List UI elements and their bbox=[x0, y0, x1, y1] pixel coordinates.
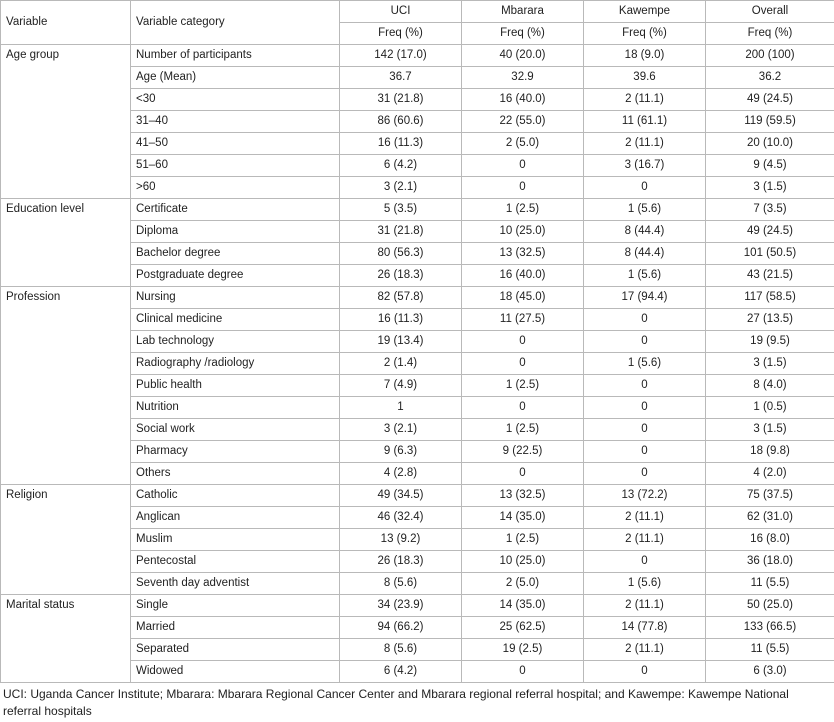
category-cell: Married bbox=[131, 617, 340, 639]
value-cell: 40 (20.0) bbox=[462, 45, 584, 67]
category-cell: Lab technology bbox=[131, 331, 340, 353]
value-cell: 0 bbox=[584, 441, 706, 463]
value-cell: 16 (40.0) bbox=[462, 265, 584, 287]
value-cell: 75 (37.5) bbox=[706, 485, 834, 507]
variable-group-label: Age group bbox=[1, 45, 131, 199]
value-cell: 20 (10.0) bbox=[706, 133, 834, 155]
category-cell: Separated bbox=[131, 639, 340, 661]
category-cell: Others bbox=[131, 463, 340, 485]
table-body bbox=[1, 45, 834, 683]
value-cell: 0 bbox=[462, 331, 584, 353]
category-cell: Single bbox=[131, 595, 340, 617]
category-cell: Diploma bbox=[131, 221, 340, 243]
header-freq: Freq (%) bbox=[340, 23, 462, 45]
value-cell: 119 (59.5) bbox=[706, 111, 834, 133]
value-cell: 32.9 bbox=[462, 67, 584, 89]
value-cell: 6 (3.0) bbox=[706, 661, 834, 683]
table-row bbox=[1, 287, 834, 309]
value-cell: 3 (1.5) bbox=[706, 353, 834, 375]
value-cell: 2 (11.1) bbox=[584, 89, 706, 111]
header-freq: Freq (%) bbox=[462, 23, 584, 45]
value-cell: 14 (77.8) bbox=[584, 617, 706, 639]
value-cell: 0 bbox=[584, 177, 706, 199]
value-cell: 19 (13.4) bbox=[340, 331, 462, 353]
value-cell: 86 (60.6) bbox=[340, 111, 462, 133]
header-site-overall: Overall bbox=[706, 1, 834, 23]
value-cell: 16 (11.3) bbox=[340, 309, 462, 331]
value-cell: 3 (16.7) bbox=[584, 155, 706, 177]
variable-group-label: Marital status bbox=[1, 595, 131, 683]
value-cell: 62 (31.0) bbox=[706, 507, 834, 529]
value-cell: 26 (18.3) bbox=[340, 551, 462, 573]
category-cell: Certificate bbox=[131, 199, 340, 221]
value-cell: 200 (100) bbox=[706, 45, 834, 67]
value-cell: 8 (44.4) bbox=[584, 221, 706, 243]
value-cell: 19 (2.5) bbox=[462, 639, 584, 661]
value-cell: 11 (5.5) bbox=[706, 573, 834, 595]
table-row bbox=[1, 199, 834, 221]
table-row bbox=[1, 485, 834, 507]
variable-group-label: Education level bbox=[1, 199, 131, 287]
value-cell: 1 (0.5) bbox=[706, 397, 834, 419]
value-cell: 18 (9.0) bbox=[584, 45, 706, 67]
value-cell: 2 (5.0) bbox=[462, 133, 584, 155]
value-cell: 0 bbox=[462, 353, 584, 375]
value-cell: 7 (4.9) bbox=[340, 375, 462, 397]
value-cell: 8 (4.0) bbox=[706, 375, 834, 397]
value-cell: 49 (24.5) bbox=[706, 221, 834, 243]
value-cell: 18 (45.0) bbox=[462, 287, 584, 309]
value-cell: 1 (5.6) bbox=[584, 573, 706, 595]
value-cell: 1 bbox=[340, 397, 462, 419]
category-cell: Social work bbox=[131, 419, 340, 441]
category-cell: >60 bbox=[131, 177, 340, 199]
value-cell: 0 bbox=[584, 661, 706, 683]
value-cell: 8 (5.6) bbox=[340, 573, 462, 595]
value-cell: 39.6 bbox=[584, 67, 706, 89]
value-cell: 1 (2.5) bbox=[462, 419, 584, 441]
value-cell: 13 (32.5) bbox=[462, 485, 584, 507]
value-cell: 0 bbox=[462, 661, 584, 683]
header-row-sites bbox=[1, 1, 834, 23]
value-cell: 5 (3.5) bbox=[340, 199, 462, 221]
value-cell: 0 bbox=[584, 397, 706, 419]
value-cell: 46 (32.4) bbox=[340, 507, 462, 529]
value-cell: 50 (25.0) bbox=[706, 595, 834, 617]
value-cell: 10 (25.0) bbox=[462, 221, 584, 243]
value-cell: 94 (66.2) bbox=[340, 617, 462, 639]
value-cell: 0 bbox=[462, 463, 584, 485]
value-cell: 13 (9.2) bbox=[340, 529, 462, 551]
value-cell: 1 (2.5) bbox=[462, 199, 584, 221]
header-variable-category: Variable category bbox=[131, 1, 340, 45]
value-cell: 36.2 bbox=[706, 67, 834, 89]
value-cell: 1 (2.5) bbox=[462, 529, 584, 551]
category-cell: Clinical medicine bbox=[131, 309, 340, 331]
category-cell: Number of participants bbox=[131, 45, 340, 67]
category-cell: Muslim bbox=[131, 529, 340, 551]
category-cell: <30 bbox=[131, 89, 340, 111]
value-cell: 1 (5.6) bbox=[584, 353, 706, 375]
value-cell: 36 (18.0) bbox=[706, 551, 834, 573]
value-cell: 2 (11.1) bbox=[584, 595, 706, 617]
value-cell: 8 (5.6) bbox=[340, 639, 462, 661]
value-cell: 4 (2.0) bbox=[706, 463, 834, 485]
header-site-uci: UCI bbox=[340, 1, 462, 23]
value-cell: 0 bbox=[584, 375, 706, 397]
value-cell: 9 (22.5) bbox=[462, 441, 584, 463]
value-cell: 0 bbox=[462, 155, 584, 177]
table-row bbox=[1, 595, 834, 617]
header-site-kawempe: Kawempe bbox=[584, 1, 706, 23]
category-cell: Postgraduate degree bbox=[131, 265, 340, 287]
variable-group-label: Religion bbox=[1, 485, 131, 595]
table-header bbox=[1, 1, 834, 45]
value-cell: 49 (24.5) bbox=[706, 89, 834, 111]
value-cell: 2 (11.1) bbox=[584, 529, 706, 551]
value-cell: 0 bbox=[462, 397, 584, 419]
value-cell: 13 (72.2) bbox=[584, 485, 706, 507]
value-cell: 6 (4.2) bbox=[340, 661, 462, 683]
value-cell: 11 (27.5) bbox=[462, 309, 584, 331]
value-cell: 2 (11.1) bbox=[584, 639, 706, 661]
category-cell: Seventh day adventist bbox=[131, 573, 340, 595]
header-freq: Freq (%) bbox=[584, 23, 706, 45]
value-cell: 4 (2.8) bbox=[340, 463, 462, 485]
header-site-mbarara: Mbarara bbox=[462, 1, 584, 23]
value-cell: 31 (21.8) bbox=[340, 221, 462, 243]
value-cell: 1 (5.6) bbox=[584, 199, 706, 221]
category-cell: Widowed bbox=[131, 661, 340, 683]
category-cell: 51–60 bbox=[131, 155, 340, 177]
value-cell: 0 bbox=[584, 463, 706, 485]
value-cell: 36.7 bbox=[340, 67, 462, 89]
value-cell: 18 (9.8) bbox=[706, 441, 834, 463]
value-cell: 0 bbox=[584, 331, 706, 353]
value-cell: 117 (58.5) bbox=[706, 287, 834, 309]
value-cell: 133 (66.5) bbox=[706, 617, 834, 639]
value-cell: 17 (94.4) bbox=[584, 287, 706, 309]
category-cell: Radiography /radiology bbox=[131, 353, 340, 375]
value-cell: 3 (1.5) bbox=[706, 419, 834, 441]
value-cell: 16 (11.3) bbox=[340, 133, 462, 155]
category-cell: Pentecostal bbox=[131, 551, 340, 573]
header-freq: Freq (%) bbox=[706, 23, 834, 45]
value-cell: 34 (23.9) bbox=[340, 595, 462, 617]
category-cell: 41–50 bbox=[131, 133, 340, 155]
value-cell: 3 (2.1) bbox=[340, 419, 462, 441]
value-cell: 0 bbox=[584, 419, 706, 441]
value-cell: 49 (34.5) bbox=[340, 485, 462, 507]
value-cell: 10 (25.0) bbox=[462, 551, 584, 573]
table-row bbox=[1, 45, 834, 67]
value-cell: 1 (2.5) bbox=[462, 375, 584, 397]
value-cell: 14 (35.0) bbox=[462, 595, 584, 617]
value-cell: 16 (8.0) bbox=[706, 529, 834, 551]
value-cell: 1 (5.6) bbox=[584, 265, 706, 287]
header-variable: Variable bbox=[1, 1, 131, 45]
value-cell: 0 bbox=[462, 177, 584, 199]
value-cell: 27 (13.5) bbox=[706, 309, 834, 331]
value-cell: 2 (11.1) bbox=[584, 133, 706, 155]
category-cell: Public health bbox=[131, 375, 340, 397]
value-cell: 14 (35.0) bbox=[462, 507, 584, 529]
value-cell: 142 (17.0) bbox=[340, 45, 462, 67]
value-cell: 2 (11.1) bbox=[584, 507, 706, 529]
value-cell: 2 (1.4) bbox=[340, 353, 462, 375]
value-cell: 11 (61.1) bbox=[584, 111, 706, 133]
category-cell: Anglican bbox=[131, 507, 340, 529]
category-cell: Age (Mean) bbox=[131, 67, 340, 89]
value-cell: 16 (40.0) bbox=[462, 89, 584, 111]
variable-group-label: Profession bbox=[1, 287, 131, 485]
value-cell: 43 (21.5) bbox=[706, 265, 834, 287]
value-cell: 8 (44.4) bbox=[584, 243, 706, 265]
value-cell: 0 bbox=[584, 551, 706, 573]
value-cell: 2 (5.0) bbox=[462, 573, 584, 595]
value-cell: 13 (32.5) bbox=[462, 243, 584, 265]
value-cell: 31 (21.8) bbox=[340, 89, 462, 111]
value-cell: 19 (9.5) bbox=[706, 331, 834, 353]
value-cell: 7 (3.5) bbox=[706, 199, 834, 221]
value-cell: 3 (2.1) bbox=[340, 177, 462, 199]
category-cell: Pharmacy bbox=[131, 441, 340, 463]
value-cell: 25 (62.5) bbox=[462, 617, 584, 639]
value-cell: 3 (1.5) bbox=[706, 177, 834, 199]
value-cell: 6 (4.2) bbox=[340, 155, 462, 177]
value-cell: 80 (56.3) bbox=[340, 243, 462, 265]
table-footnote: UCI: Uganda Cancer Institute; Mbarara: Mbarara Regional Cancer Center and Mbarara regional referral hospital; and Kawempe: Kawempe National referral hospitals bbox=[3, 687, 789, 718]
category-cell: Nutrition bbox=[131, 397, 340, 419]
category-cell: 31–40 bbox=[131, 111, 340, 133]
category-cell: Catholic bbox=[131, 485, 340, 507]
value-cell: 9 (6.3) bbox=[340, 441, 462, 463]
value-cell: 9 (4.5) bbox=[706, 155, 834, 177]
value-cell: 0 bbox=[584, 309, 706, 331]
value-cell: 82 (57.8) bbox=[340, 287, 462, 309]
value-cell: 11 (5.5) bbox=[706, 639, 834, 661]
value-cell: 101 (50.5) bbox=[706, 243, 834, 265]
value-cell: 26 (18.3) bbox=[340, 265, 462, 287]
value-cell: 22 (55.0) bbox=[462, 111, 584, 133]
category-cell: Nursing bbox=[131, 287, 340, 309]
category-cell: Bachelor degree bbox=[131, 243, 340, 265]
